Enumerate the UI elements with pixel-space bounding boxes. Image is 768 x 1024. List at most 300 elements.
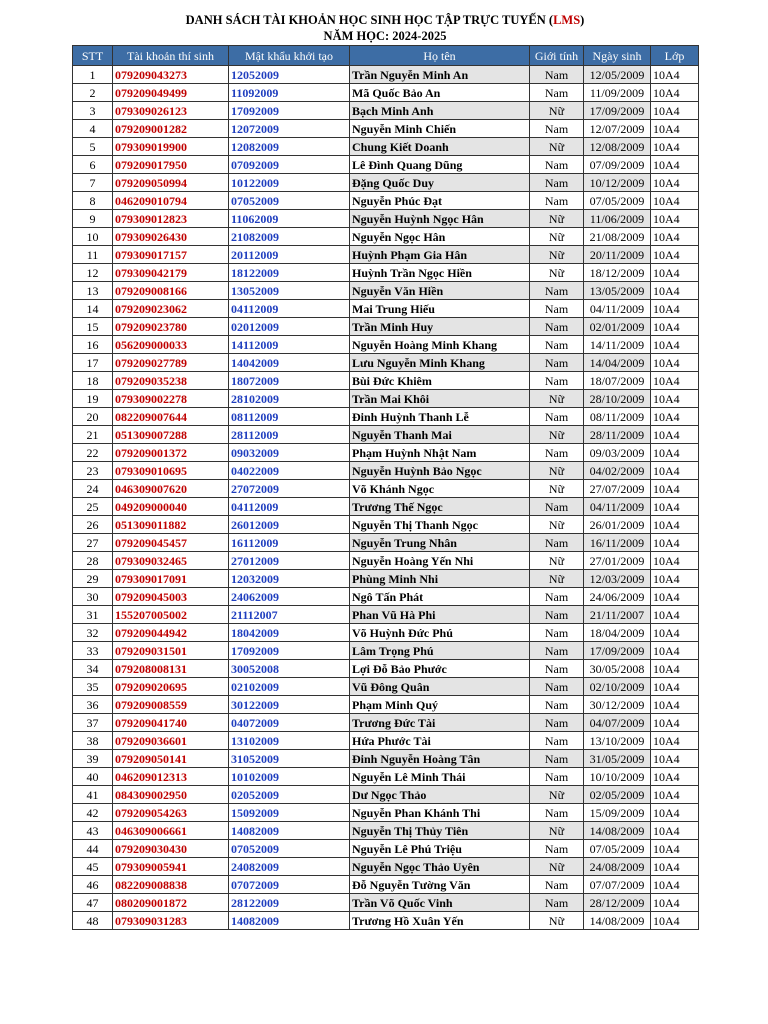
cell-gender: Nữ xyxy=(530,426,584,444)
cell-account: 079209008166 xyxy=(113,282,229,300)
cell-birth-date: 30/12/2009 xyxy=(584,696,651,714)
cell-password: 17092009 xyxy=(229,642,350,660)
cell-birth-date: 17/09/2009 xyxy=(584,102,651,120)
cell-birth-date: 04/07/2009 xyxy=(584,714,651,732)
header-class: Lớp xyxy=(651,46,699,66)
table-row xyxy=(73,768,699,786)
cell-class: 10A4 xyxy=(651,624,699,642)
cell-full-name: Nguyễn Hoàng Minh Khang xyxy=(350,336,530,354)
cell-stt: 10 xyxy=(73,228,113,246)
student-account-table xyxy=(72,45,699,930)
table-row xyxy=(73,732,699,750)
cell-full-name: Phùng Minh Nhi xyxy=(350,570,530,588)
cell-birth-date: 30/05/2008 xyxy=(584,660,651,678)
cell-class: 10A4 xyxy=(651,768,699,786)
cell-stt: 18 xyxy=(73,372,113,390)
cell-birth-date: 04/11/2009 xyxy=(584,300,651,318)
table-row xyxy=(73,804,699,822)
cell-full-name: Trần Minh Huy xyxy=(350,318,530,336)
cell-birth-date: 10/10/2009 xyxy=(584,768,651,786)
cell-stt: 47 xyxy=(73,894,113,912)
cell-full-name: Trần Nguyễn Minh An xyxy=(350,66,530,84)
cell-stt: 5 xyxy=(73,138,113,156)
cell-account: 079209045457 xyxy=(113,534,229,552)
cell-full-name: Phạm Huỳnh Nhật Nam xyxy=(350,444,530,462)
cell-birth-date: 27/01/2009 xyxy=(584,552,651,570)
cell-password: 28112009 xyxy=(229,426,350,444)
cell-gender: Nữ xyxy=(530,246,584,264)
cell-gender: Nữ xyxy=(530,264,584,282)
cell-password: 13102009 xyxy=(229,732,350,750)
cell-class: 10A4 xyxy=(651,786,699,804)
cell-full-name: Nguyễn Huỳnh Ngọc Hân xyxy=(350,210,530,228)
cell-password: 31052009 xyxy=(229,750,350,768)
cell-full-name: Đặng Quốc Duy xyxy=(350,174,530,192)
cell-full-name: Nguyễn Văn Hiền xyxy=(350,282,530,300)
cell-stt: 21 xyxy=(73,426,113,444)
cell-full-name: Mã Quốc Bảo An xyxy=(350,84,530,102)
cell-account: 046309006661 xyxy=(113,822,229,840)
cell-gender: Nữ xyxy=(530,138,584,156)
cell-gender: Nữ xyxy=(530,822,584,840)
table-row xyxy=(73,246,699,264)
cell-account: 082209007644 xyxy=(113,408,229,426)
cell-password: 30052008 xyxy=(229,660,350,678)
cell-stt: 23 xyxy=(73,462,113,480)
table-row xyxy=(73,156,699,174)
cell-birth-date: 13/05/2009 xyxy=(584,282,651,300)
table-row xyxy=(73,66,699,84)
cell-gender: Nam xyxy=(530,894,584,912)
cell-account: 079209041740 xyxy=(113,714,229,732)
cell-gender: Nam xyxy=(530,498,584,516)
cell-account: 079309026430 xyxy=(113,228,229,246)
cell-stt: 2 xyxy=(73,84,113,102)
cell-class: 10A4 xyxy=(651,714,699,732)
cell-gender: Nam xyxy=(530,66,584,84)
table-row xyxy=(73,912,699,930)
cell-gender: Nam xyxy=(530,372,584,390)
cell-account: 079309017157 xyxy=(113,246,229,264)
cell-gender: Nam xyxy=(530,156,584,174)
title-suffix: ) xyxy=(580,13,585,27)
cell-password: 30122009 xyxy=(229,696,350,714)
cell-password: 08112009 xyxy=(229,408,350,426)
cell-gender: Nữ xyxy=(530,912,584,930)
cell-password: 07072009 xyxy=(229,876,350,894)
cell-account: 079209035238 xyxy=(113,372,229,390)
cell-full-name: Võ Huỳnh Đức Phú xyxy=(350,624,530,642)
table-row xyxy=(73,840,699,858)
cell-password: 04072009 xyxy=(229,714,350,732)
header-full-name: Họ tên xyxy=(350,46,530,66)
cell-full-name: Trương Thế Ngọc xyxy=(350,498,530,516)
cell-full-name: Ngô Tấn Phát xyxy=(350,588,530,606)
cell-full-name: Nguyễn Thanh Mai xyxy=(350,426,530,444)
table-row xyxy=(73,138,699,156)
cell-account: 080209001872 xyxy=(113,894,229,912)
cell-account: 079209049499 xyxy=(113,84,229,102)
cell-class: 10A4 xyxy=(651,642,699,660)
cell-account: 079309002278 xyxy=(113,390,229,408)
table-row xyxy=(73,318,699,336)
table-row xyxy=(73,894,699,912)
cell-birth-date: 12/08/2009 xyxy=(584,138,651,156)
cell-password: 02012009 xyxy=(229,318,350,336)
cell-class: 10A4 xyxy=(651,84,699,102)
cell-stt: 28 xyxy=(73,552,113,570)
table-row xyxy=(73,534,699,552)
cell-gender: Nam xyxy=(530,192,584,210)
cell-class: 10A4 xyxy=(651,534,699,552)
cell-gender: Nam xyxy=(530,408,584,426)
cell-account: 079209023780 xyxy=(113,318,229,336)
cell-birth-date: 02/01/2009 xyxy=(584,318,651,336)
cell-account: 079209036601 xyxy=(113,732,229,750)
table-header-row xyxy=(73,46,699,66)
cell-birth-date: 26/01/2009 xyxy=(584,516,651,534)
cell-account: 079209045003 xyxy=(113,588,229,606)
cell-full-name: Nguyễn Trung Nhân xyxy=(350,534,530,552)
cell-password: 27012009 xyxy=(229,552,350,570)
cell-stt: 36 xyxy=(73,696,113,714)
cell-birth-date: 07/05/2009 xyxy=(584,192,651,210)
cell-gender: Nam xyxy=(530,174,584,192)
cell-full-name: Nguyễn Thị Thủy Tiên xyxy=(350,822,530,840)
cell-password: 07092009 xyxy=(229,156,350,174)
document-title xyxy=(72,12,698,28)
cell-stt: 32 xyxy=(73,624,113,642)
table-row xyxy=(73,498,699,516)
cell-password: 04112009 xyxy=(229,498,350,516)
cell-birth-date: 14/08/2009 xyxy=(584,822,651,840)
cell-gender: Nam xyxy=(530,642,584,660)
cell-gender: Nam xyxy=(530,318,584,336)
cell-stt: 38 xyxy=(73,732,113,750)
cell-password: 10102009 xyxy=(229,768,350,786)
cell-password: 13052009 xyxy=(229,282,350,300)
cell-stt: 44 xyxy=(73,840,113,858)
cell-gender: Nữ xyxy=(530,210,584,228)
cell-password: 14042009 xyxy=(229,354,350,372)
cell-full-name: Vũ Đông Quân xyxy=(350,678,530,696)
cell-full-name: Phạm Minh Quý xyxy=(350,696,530,714)
cell-full-name: Nguyễn Lê Minh Thái xyxy=(350,768,530,786)
cell-stt: 37 xyxy=(73,714,113,732)
cell-account: 079209031501 xyxy=(113,642,229,660)
cell-birth-date: 12/07/2009 xyxy=(584,120,651,138)
cell-password: 14112009 xyxy=(229,336,350,354)
cell-full-name: Hứa Phước Tài xyxy=(350,732,530,750)
cell-stt: 26 xyxy=(73,516,113,534)
cell-class: 10A4 xyxy=(651,516,699,534)
title-prefix: DANH SÁCH TÀI KHOẢN HỌC SINH HỌC TẬP TRỰC TUYẾN ( xyxy=(185,13,554,27)
cell-birth-date: 07/05/2009 xyxy=(584,840,651,858)
table-row xyxy=(73,606,699,624)
cell-account: 079309017091 xyxy=(113,570,229,588)
cell-password: 10122009 xyxy=(229,174,350,192)
header-stt: STT xyxy=(73,46,113,66)
cell-birth-date: 18/04/2009 xyxy=(584,624,651,642)
cell-stt: 9 xyxy=(73,210,113,228)
table-row xyxy=(73,444,699,462)
cell-stt: 35 xyxy=(73,678,113,696)
cell-gender: Nam xyxy=(530,444,584,462)
cell-gender: Nam xyxy=(530,750,584,768)
cell-class: 10A4 xyxy=(651,732,699,750)
cell-birth-date: 31/05/2009 xyxy=(584,750,651,768)
cell-full-name: Nguyễn Ngọc Hân xyxy=(350,228,530,246)
cell-gender: Nữ xyxy=(530,480,584,498)
cell-stt: 43 xyxy=(73,822,113,840)
table-row xyxy=(73,696,699,714)
cell-gender: Nam xyxy=(530,660,584,678)
cell-password: 28122009 xyxy=(229,894,350,912)
cell-full-name: Lưu Nguyễn Minh Khang xyxy=(350,354,530,372)
cell-gender: Nam xyxy=(530,678,584,696)
document xyxy=(72,12,698,930)
cell-stt: 12 xyxy=(73,264,113,282)
cell-class: 10A4 xyxy=(651,120,699,138)
cell-gender: Nam xyxy=(530,588,584,606)
cell-birth-date: 21/08/2009 xyxy=(584,228,651,246)
cell-birth-date: 10/12/2009 xyxy=(584,174,651,192)
cell-gender: Nam xyxy=(530,282,584,300)
cell-stt: 16 xyxy=(73,336,113,354)
cell-full-name: Mai Trung Hiếu xyxy=(350,300,530,318)
cell-class: 10A4 xyxy=(651,858,699,876)
cell-gender: Nam xyxy=(530,354,584,372)
cell-class: 10A4 xyxy=(651,696,699,714)
table-row xyxy=(73,390,699,408)
cell-birth-date: 18/07/2009 xyxy=(584,372,651,390)
cell-account: 079309031283 xyxy=(113,912,229,930)
cell-password: 18042009 xyxy=(229,624,350,642)
cell-birth-date: 08/11/2009 xyxy=(584,408,651,426)
cell-account: 079209054263 xyxy=(113,804,229,822)
cell-account: 046209012313 xyxy=(113,768,229,786)
table-row xyxy=(73,642,699,660)
cell-class: 10A4 xyxy=(651,246,699,264)
table-row xyxy=(73,570,699,588)
cell-class: 10A4 xyxy=(651,552,699,570)
table-row xyxy=(73,372,699,390)
cell-stt: 48 xyxy=(73,912,113,930)
cell-class: 10A4 xyxy=(651,840,699,858)
cell-password: 26012009 xyxy=(229,516,350,534)
cell-birth-date: 28/12/2009 xyxy=(584,894,651,912)
cell-password: 12052009 xyxy=(229,66,350,84)
cell-class: 10A4 xyxy=(651,138,699,156)
cell-class: 10A4 xyxy=(651,318,699,336)
cell-gender: Nam xyxy=(530,732,584,750)
cell-full-name: Đỗ Nguyễn Tường Văn xyxy=(350,876,530,894)
cell-stt: 4 xyxy=(73,120,113,138)
cell-account: 079209001282 xyxy=(113,120,229,138)
cell-full-name: Trần Võ Quốc Vinh xyxy=(350,894,530,912)
cell-stt: 31 xyxy=(73,606,113,624)
cell-password: 11062009 xyxy=(229,210,350,228)
cell-password: 12032009 xyxy=(229,570,350,588)
cell-birth-date: 16/11/2009 xyxy=(584,534,651,552)
cell-gender: Nữ xyxy=(530,858,584,876)
cell-class: 10A4 xyxy=(651,282,699,300)
cell-full-name: Phan Vũ Hà Phi xyxy=(350,606,530,624)
table-row xyxy=(73,588,699,606)
cell-class: 10A4 xyxy=(651,912,699,930)
cell-password: 16112009 xyxy=(229,534,350,552)
cell-account: 079209027789 xyxy=(113,354,229,372)
table-row xyxy=(73,750,699,768)
cell-full-name: Nguyễn Minh Chiến xyxy=(350,120,530,138)
cell-birth-date: 02/05/2009 xyxy=(584,786,651,804)
cell-full-name: Trần Mai Khôi xyxy=(350,390,530,408)
cell-password: 24062009 xyxy=(229,588,350,606)
cell-gender: Nam xyxy=(530,534,584,552)
cell-gender: Nam xyxy=(530,714,584,732)
cell-class: 10A4 xyxy=(651,192,699,210)
header-birth-date: Ngày sinh xyxy=(584,46,651,66)
cell-password: 02052009 xyxy=(229,786,350,804)
cell-full-name: Nguyễn Hoàng Yến Nhi xyxy=(350,552,530,570)
cell-password: 24082009 xyxy=(229,858,350,876)
cell-password: 20112009 xyxy=(229,246,350,264)
cell-full-name: Chung Kiết Doanh xyxy=(350,138,530,156)
cell-stt: 14 xyxy=(73,300,113,318)
cell-birth-date: 09/03/2009 xyxy=(584,444,651,462)
header-account: Tài khoản thí sinh xyxy=(113,46,229,66)
cell-full-name: Nguyễn Phúc Đạt xyxy=(350,192,530,210)
cell-stt: 6 xyxy=(73,156,113,174)
cell-account: 049209000040 xyxy=(113,498,229,516)
cell-account: 079309012823 xyxy=(113,210,229,228)
cell-gender: Nam xyxy=(530,606,584,624)
cell-stt: 3 xyxy=(73,102,113,120)
cell-stt: 30 xyxy=(73,588,113,606)
cell-birth-date: 15/09/2009 xyxy=(584,804,651,822)
cell-stt: 25 xyxy=(73,498,113,516)
cell-account: 082209008838 xyxy=(113,876,229,894)
table-row xyxy=(73,876,699,894)
cell-stt: 40 xyxy=(73,768,113,786)
cell-stt: 34 xyxy=(73,660,113,678)
cell-full-name: Nguyễn Thị Thanh Ngọc xyxy=(350,516,530,534)
table-row xyxy=(73,426,699,444)
table-row xyxy=(73,858,699,876)
cell-stt: 15 xyxy=(73,318,113,336)
cell-account: 079309032465 xyxy=(113,552,229,570)
cell-class: 10A4 xyxy=(651,894,699,912)
cell-class: 10A4 xyxy=(651,606,699,624)
cell-full-name: Trương Đức Tài xyxy=(350,714,530,732)
cell-gender: Nam xyxy=(530,840,584,858)
cell-gender: Nữ xyxy=(530,228,584,246)
cell-full-name: Đinh Nguyễn Hoàng Tân xyxy=(350,750,530,768)
table-row xyxy=(73,822,699,840)
table-row xyxy=(73,336,699,354)
cell-birth-date: 11/09/2009 xyxy=(584,84,651,102)
table-row xyxy=(73,624,699,642)
cell-class: 10A4 xyxy=(651,336,699,354)
cell-class: 10A4 xyxy=(651,876,699,894)
table-row xyxy=(73,786,699,804)
cell-account: 051309007288 xyxy=(113,426,229,444)
cell-birth-date: 21/11/2007 xyxy=(584,606,651,624)
cell-password: 07052009 xyxy=(229,840,350,858)
cell-birth-date: 20/11/2009 xyxy=(584,246,651,264)
cell-birth-date: 27/07/2009 xyxy=(584,480,651,498)
table-row xyxy=(73,228,699,246)
cell-gender: Nữ xyxy=(530,570,584,588)
cell-gender: Nam xyxy=(530,84,584,102)
cell-birth-date: 13/10/2009 xyxy=(584,732,651,750)
cell-stt: 17 xyxy=(73,354,113,372)
cell-gender: Nữ xyxy=(530,390,584,408)
cell-stt: 42 xyxy=(73,804,113,822)
cell-birth-date: 14/08/2009 xyxy=(584,912,651,930)
cell-account: 079208008131 xyxy=(113,660,229,678)
header-gender: Giới tính xyxy=(530,46,584,66)
cell-gender: Nam xyxy=(530,624,584,642)
cell-stt: 22 xyxy=(73,444,113,462)
cell-full-name: Huỳnh Phạm Gia Hân xyxy=(350,246,530,264)
cell-account: 084309002950 xyxy=(113,786,229,804)
cell-password: 18072009 xyxy=(229,372,350,390)
cell-account: 079209030430 xyxy=(113,840,229,858)
cell-birth-date: 24/06/2009 xyxy=(584,588,651,606)
cell-password: 02102009 xyxy=(229,678,350,696)
cell-account: 079209050141 xyxy=(113,750,229,768)
cell-birth-date: 11/06/2009 xyxy=(584,210,651,228)
cell-birth-date: 04/11/2009 xyxy=(584,498,651,516)
cell-stt: 20 xyxy=(73,408,113,426)
cell-full-name: Nguyễn Lê Phú Triệu xyxy=(350,840,530,858)
cell-password: 07052009 xyxy=(229,192,350,210)
cell-stt: 33 xyxy=(73,642,113,660)
cell-password: 15092009 xyxy=(229,804,350,822)
cell-class: 10A4 xyxy=(651,750,699,768)
cell-gender: Nữ xyxy=(530,516,584,534)
cell-stt: 46 xyxy=(73,876,113,894)
cell-gender: Nữ xyxy=(530,552,584,570)
cell-account: 079209023062 xyxy=(113,300,229,318)
cell-birth-date: 12/05/2009 xyxy=(584,66,651,84)
cell-class: 10A4 xyxy=(651,678,699,696)
cell-full-name: Nguyễn Ngọc Thảo Uyên xyxy=(350,858,530,876)
cell-class: 10A4 xyxy=(651,264,699,282)
cell-account: 079209001372 xyxy=(113,444,229,462)
table-row xyxy=(73,282,699,300)
cell-password: 12072009 xyxy=(229,120,350,138)
cell-gender: Nam xyxy=(530,804,584,822)
cell-gender: Nam xyxy=(530,300,584,318)
cell-birth-date: 07/07/2009 xyxy=(584,876,651,894)
cell-password: 21082009 xyxy=(229,228,350,246)
cell-account: 079309005941 xyxy=(113,858,229,876)
cell-class: 10A4 xyxy=(651,444,699,462)
cell-full-name: Võ Khánh Ngọc xyxy=(350,480,530,498)
cell-stt: 41 xyxy=(73,786,113,804)
cell-password: 14082009 xyxy=(229,822,350,840)
cell-password: 21112007 xyxy=(229,606,350,624)
cell-class: 10A4 xyxy=(651,660,699,678)
table-row xyxy=(73,264,699,282)
cell-birth-date: 18/12/2009 xyxy=(584,264,651,282)
cell-password: 09032009 xyxy=(229,444,350,462)
cell-class: 10A4 xyxy=(651,102,699,120)
cell-stt: 19 xyxy=(73,390,113,408)
cell-full-name: Lợi Đỗ Bảo Phước xyxy=(350,660,530,678)
